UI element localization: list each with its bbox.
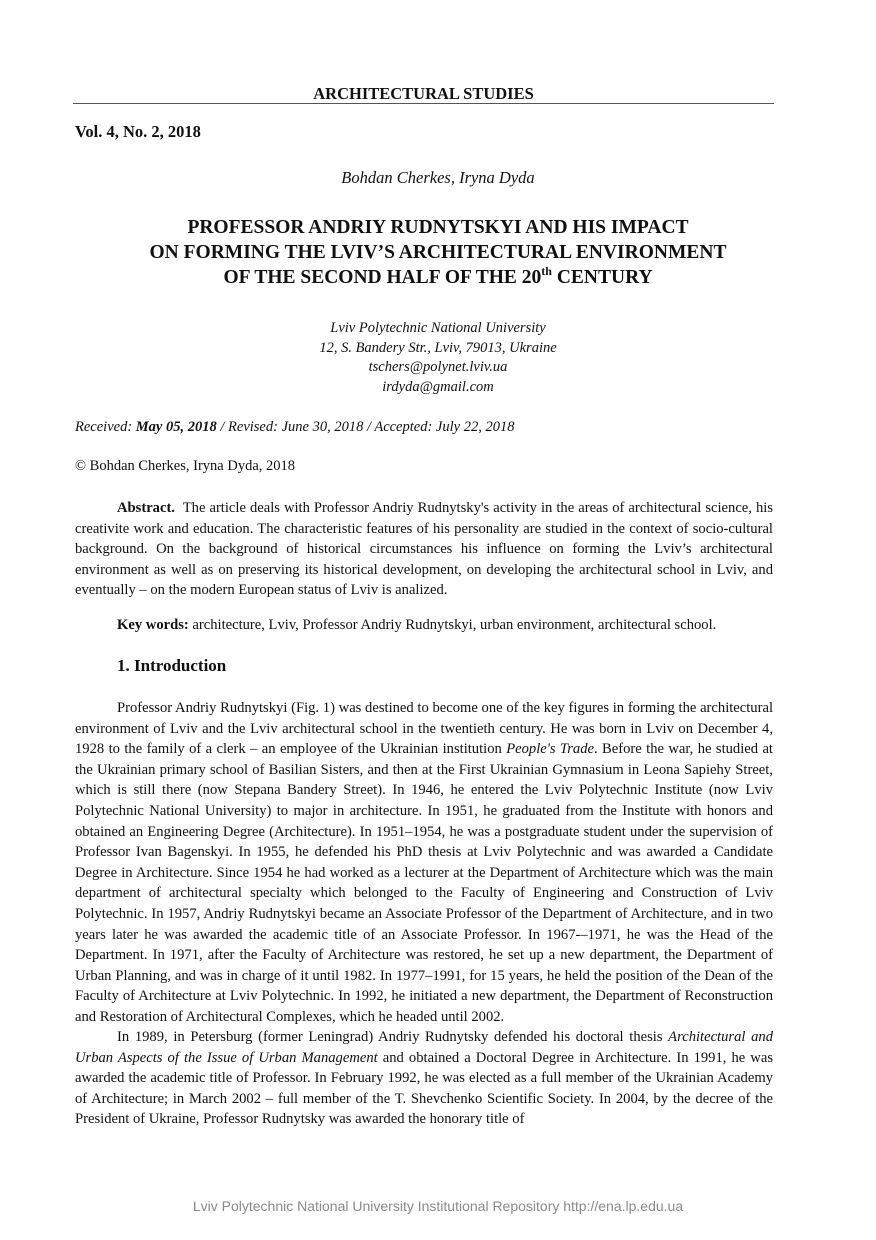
section-heading: 1. Introduction (117, 656, 227, 675)
email-2[interactable]: irdyda@gmail.com (382, 378, 494, 395)
title-line-3 (60, 265, 816, 292)
title-line-3-end: CENTURY (551, 267, 653, 288)
title-line-3-text: OF THE SECOND HALF OF THE 20 (223, 267, 542, 288)
keywords (75, 615, 773, 636)
keywords-text: architecture, Lviv, Professor Andriy Rudnytskyi, urban environment, architectural school. (188, 617, 717, 633)
volume-issue: Vol. 4, No. 2, 2018 (75, 122, 201, 141)
paragraph-text: Professor Andriy Rudnytskyi (Fig. 1) was destined to become one of the key figures in forming the architectural environment of Lviv and the Lviv architectural school in the twentieth century. He was born in Lviv on December 4, 1928 to the family of a clerk – an employee of the Ukrainian institution (75, 700, 773, 758)
article-dates (75, 417, 514, 437)
title-line-2: ON FORMING THE LVIV’S ARCHITECTURAL ENVIRONMENT (149, 242, 727, 263)
paragraph (75, 698, 773, 1028)
abstract (75, 498, 777, 601)
abstract-label: Abstract. (117, 500, 175, 516)
journal-name: ARCHITECTURAL STUDIES (313, 84, 534, 103)
received-label: Received: (75, 419, 136, 435)
email-1[interactable]: tschers@polynet.lviv.ua (368, 359, 508, 375)
affiliation (0, 319, 876, 397)
paragraph-italic: People's Trade (506, 741, 594, 758)
title-superscript: th (541, 264, 552, 278)
title-line-1: PROFESSOR ANDRIY RUDNYTSKYI AND HIS IMPACT (187, 217, 689, 238)
article-title (60, 215, 816, 292)
authors: Bohdan Cherkes, Iryna Dyda (341, 168, 535, 187)
paragraph-italic: Architectural and Urban Aspects of the Issue of Urban Management (75, 1029, 773, 1066)
revised-accepted-dates: / Revised: June 30, 2018 / Accepted: July 22, 2018 (216, 419, 515, 435)
institution: Lviv Polytechnic National University (330, 320, 546, 336)
repository-footer: Lviv Polytechnic National University Institutional Repository http://ena.lp.edu.ua (192, 1198, 684, 1214)
abstract-text: The article deals with Professor Andriy Rudnytsky's activity in the areas of architectural science, his creativite work and education. The characteristic features of his personality are studied in the context of socio-cultural background. On the background of historical circumstances his influence on forming the Lviv’s architectural environment as well as on preserving its historical development, on developing the architectural school in Lviv, and eventually – on the modern European status of Lviv is analized. (75, 500, 777, 599)
received-date: May 05, 2018 (135, 419, 217, 435)
copyright: © Bohdan Cherkes, Iryna Dyda, 2018 (75, 458, 296, 474)
paragraph-text: . Before the war, he studied at the Ukrainian primary school of Basilian Sisters, and then at the First Ukrainian Gymnasium in Leona Sapiehy Street, which is still there (now Stepana Bandery Street). In 1946, he entered the Lviv Polytechnic Institute (now Lviv Polytechnic National University) to major in architecture. In 1951, he graduated from the Institute with honors and obtained an Engineering Degree (Architecture). In 1951–1954, he was a postgraduate student under the supervision of Professor Ivan Bagenskyi. In 1955, he defended his PhD thesis at Lviv Polytechnic and was awarded a Candidate Degree in Architecture. Since 1954 he had worked as a lecturer at the Department of Architecture which was the main department of architectural specialty which belonged to the Faculty of Engineering and Construction of Lviv Polytechnic. In 1957, Andriy Rudnytskyi became an Associate Professor of the Department of Architecture, and in two years later he was awarded the academic title of an Associate Professor. In 1967-–1971, he was the Head of the Department. In 1971, after the Faculty of Architecture was restored, he set up a new department, the Department of Urban Planning, and was in charge of it until 1982. In 1977–1991, for 15 years, he held the position of the Dean of the Faculty of Architecture at Lviv Polytechnic. In 1992, he initiated a new department, the Department of Reconstruction and Restoration of Architectural Complexes, which he headed until 2002. (75, 741, 773, 1025)
paragraph (75, 1027, 773, 1130)
keywords-label: Key words: (117, 617, 189, 633)
address: 12, S. Bandery Str., Lviv, 79013, Ukraine (319, 339, 557, 356)
header-rule (73, 103, 774, 104)
paragraph-text: In 1989, in Petersburg (former Leningrad) Andriy Rudnytsky defended his doctoral thesis (117, 1029, 669, 1045)
paragraph-text: and obtained a Doctoral Degree in Architecture. In 1991, he was awarded the academic title of Professor. In February 1992, he was elected as a full member of the Ukrainian Academy of Architecture; in March 2002 – full member of the T. Shevchenko Scientific Society. In 2004, by the decree of the President of Ukraine, Professor Rudnytsky was awarded the honorary title of (75, 1049, 774, 1128)
